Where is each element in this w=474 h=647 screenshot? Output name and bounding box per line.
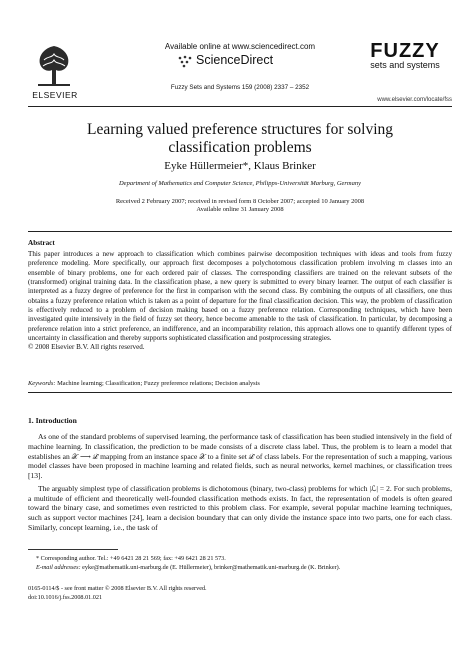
abstract-paragraph: This paper introduces a new approach to classification which combines pairwise decomposition techniques with ideas and tools from fuzzy preference modeling. More specifically, our approach first decomposes a polychotomous classification problem involving m classes into an ensemble of binary problems, one for each ordered pair of classes. The corresponding classifiers are trained on the relevant subsets of the (transformed) original training data. In the classification phase, a new query is submitted to every binary learner. The output of each classifier is interpreted as a fuzzy degree of preference for the first in comparison with the second class. By combining the outputs of all classifiers, one thus obtains a fuzzy preference relation which is taken as a point of departure for the final classification decision. This way, the problem of classification is effectively reduced to a problem of decision making based on a fuzzy preference relation. Corresponding techniques, which have been investigated quite intensively in the field of fuzzy set theory, hence become amenable to the task of classification. In particular, by decomposing a preference relation into a strict preference, an indifference, and an incomparability relation, this approach allows one to quantify different types of uncertainty in classification and thereby supports sophisticated classification and postprocessing strategies. [28,250,452,343]
section-body [28,432,452,536]
elsevier-tree-logo [30,40,78,88]
section-heading: 1. Introduction [28,416,77,425]
doi-line[interactable]: doi:10.1016/j.fss.2008.01.021 [28,594,103,601]
available-online-date: Available online 31 January 2008 [196,206,284,213]
keywords [28,380,452,387]
intro-paragraph-2: The arguably simplest type of classification problems is dichotomous (binary, two-class) problems for which |ℒ| = 2. For such problems, a multitude of efficient and theoretically well-founded classification methods exists. In fact, the representation of models is often geared toward the binary case, and sometimes even restricted to this problem class. For example, several popular machine learning techniques, such as support vector machines [24], learn a decision boundary that can only divide the instance space into two parts, one for each class. Similarly, concept learning, i.e., the task of [28,483,452,532]
article-title [40,121,440,157]
affiliation: Department of Mathematics and Computer Science, Philipps-Universität Marburg, Germany [118,180,362,187]
email-name-2: (K. Brinker). [308,564,341,571]
abstract-heading: Abstract [28,239,55,247]
journal-logo [362,40,448,70]
email-footnote [36,564,340,571]
corresponding-author-note: * Corresponding author. Tel.: +49 6421 28 21 569; fax: +49 6421 28 21 573. [36,555,226,562]
issn-line: 0165-0114/$ - see front matter © 2008 Elsevier B.V. All rights reserved. [28,585,207,592]
title-line-2: classification problems [168,139,312,156]
email-link-1[interactable]: eyke@mathematik.uni-marburg.de [82,564,169,571]
received-dates: Received 2 February 2007; received in revised form 8 October 2007; accepted 10 January 2008 [115,198,365,205]
journal-logo-title: FUZZY [370,40,440,62]
intro-paragraph-1: As one of the standard problems of supervised learning, the performance task of classification has been studied intensively in the field of machine learning. In classification, the prediction to be made consists of a discrete class label. Thus, the problem is to learn a model that establishes an 𝒳 ⟶ ℒ mapping from an instance space 𝒳 to a finite set ℒ of class labels. For the representation of such a mapping, various model classes have been proposed in machine learning and related fields, such as neural networks, kernel machines, or classification trees [13]. [28,432,452,480]
article-history [40,198,440,214]
journal-url-link[interactable]: www.elsevier.com/locate/fss [377,97,452,103]
publisher-name: ELSEVIER [32,90,78,100]
email-label: E-mail addresses: [36,564,81,571]
abstract-divider [28,392,452,393]
title-divider [28,231,452,232]
keywords-label: Keywords: [28,380,56,387]
email-link-2[interactable]: brinker@mathematik.uni-marburg.de [214,564,307,571]
authors: Eyke Hüllermeier*, Klaus Brinker [164,160,316,172]
title-line-1: Learning valued preference structures for solving [87,121,393,138]
abstract-copyright: © 2008 Elsevier B.V. All rights reserved. [28,343,145,352]
footnote-divider [28,549,118,550]
email-name-1: (E. Hüllermeier), [170,564,213,571]
sciencedirect-icon [176,54,194,68]
journal-logo-subtitle: sets and systems [370,60,440,70]
sciencedirect-wordmark: ScienceDirect [196,53,274,67]
header-divider [28,106,452,107]
journal-citation: Fuzzy Sets and Systems 159 (2008) 2337 – 2352 [170,84,310,91]
available-online-text: Available online at www.sciencedirect.com [164,42,316,51]
abstract-text [28,250,452,353]
keywords-list: Machine learning; Classification; Fuzzy preference relations; Decision analysis [57,380,260,387]
